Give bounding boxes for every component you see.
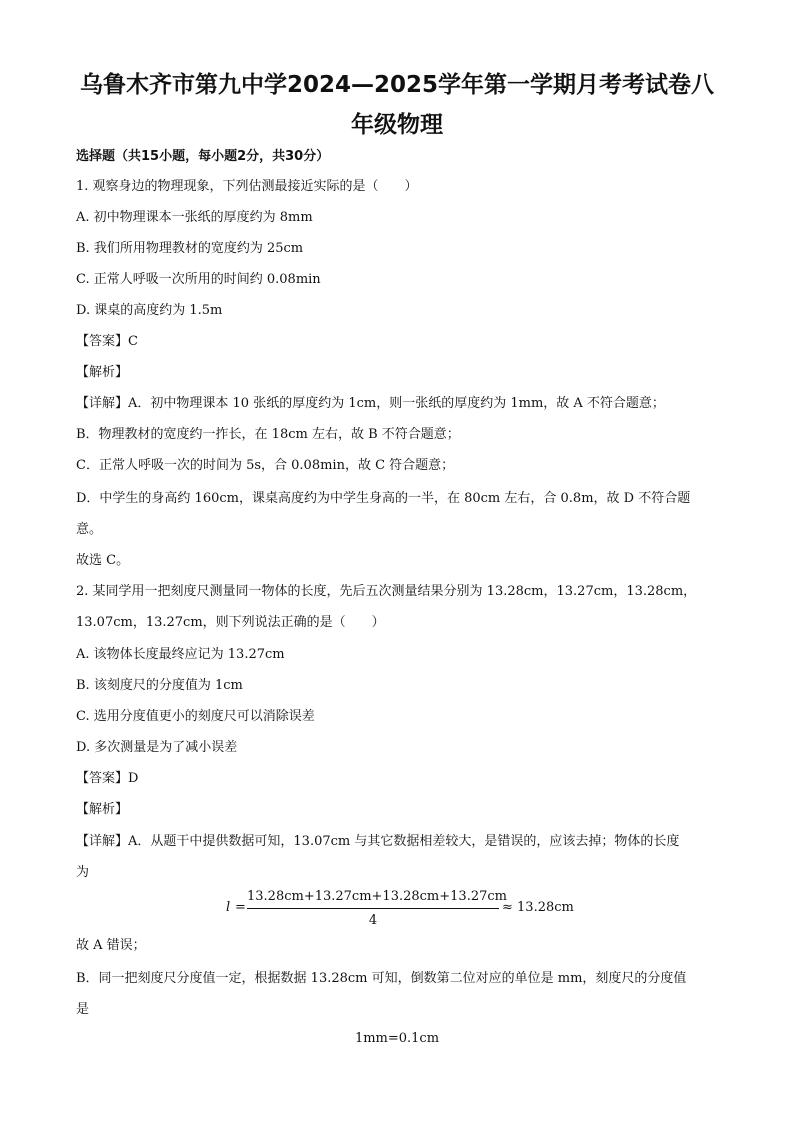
q2-option-d: D. 多次测量是为了减小误差	[76, 740, 238, 755]
q2-analysis-label: 【解析】	[76, 802, 129, 817]
formula-lhs: l	[226, 900, 231, 915]
q1-detail-d-cont: 意。	[76, 522, 103, 537]
q2-stem-line-2: 13.07cm，13.27cm，则下列说法正确的是（ ）	[76, 615, 385, 630]
q1-answer-value: C	[128, 334, 138, 349]
q2-stem-line-1: 2. 某同学用一把刻度尺测量同一物体的长度，先后五次测量结果分别为 13.28cm，13.27cm，13.28cm，	[76, 584, 697, 599]
q2-option-c: C. 选用分度值更小的刻度尺可以消除误差	[76, 709, 315, 724]
q2-detail-a-cont: 为	[76, 865, 90, 880]
q2-option-a: A. 该物体长度最终应记为 13.27cm	[76, 647, 285, 662]
q2-detail-label: 【详解】	[76, 834, 129, 849]
q2-a-conclusion: 故 A 错误；	[76, 938, 146, 953]
q1-option-c: C. 正常人呼吸一次所用的时间约 0.08min	[76, 272, 321, 287]
q1-stem: 1. 观察身边的物理现象，下列估测最接近实际的是（ ）	[76, 179, 418, 194]
q2-option-b: B. 该刻度尺的分度值为 1cm	[76, 678, 243, 693]
q1-answer-label: 【答案】	[76, 334, 129, 349]
q2-detail-b-cont: 是	[76, 1002, 90, 1017]
page-title-line-1: 乌鲁木齐市第九中学2024—2025学年第一学期月考考试卷八	[79, 72, 715, 98]
q1-option-a: A. 初中物理课本一张纸的厚度约为 8mm	[76, 210, 313, 225]
q1-detail-c: C．正常人呼吸一次的时间为 5s，合 0.08min，故 C 符合题意；	[76, 458, 455, 473]
q2-detail-b: B．同一把刻度尺分度值一定，根据数据 13.28cm 可知，倒数第二位对应的单位是 mm，刻度尺的分度值	[76, 971, 687, 986]
formula-denominator: 4	[368, 913, 378, 928]
q1-detail-b: B．物理教材的宽度约一拃长，在 18cm 左右，故 B 不符合题意；	[76, 427, 460, 442]
q2-b-formula: 1mm=0.1cm	[354, 1031, 440, 1046]
formula-equals: =	[235, 900, 246, 915]
q2-answer-value: D	[128, 771, 139, 786]
q1-detail-label: 【详解】	[76, 396, 129, 411]
formula-fraction	[247, 888, 507, 930]
q1-detail-d: D．中学生的身高约 160cm，课桌高度约为中学生身高的一半，在 80cm 左右，合 0.8m，故 D 不符合题	[76, 491, 691, 506]
formula-numerator: 13.28cm+13.27cm+13.28cm+13.27cm	[247, 889, 507, 904]
q1-analysis-label: 【解析】	[76, 365, 129, 380]
q2-answer-label: 【答案】	[76, 771, 129, 786]
q1-detail-a-text: A．初中物理课本 10 张纸的厚度约为 1cm，则一张纸的厚度约为 1mm，故 A 不符合题意；	[128, 396, 665, 411]
q1-answer	[76, 333, 138, 351]
section-heading: 选择题（共15小题，每小题2分，共30分）	[76, 149, 330, 164]
q1-conclusion: 故选 C。	[76, 553, 130, 568]
page-title-line-2: 年级物理	[351, 112, 443, 138]
fraction-bar	[247, 908, 499, 909]
q2-answer	[76, 770, 138, 788]
q1-detail-a	[76, 395, 665, 413]
q1-option-b: B. 我们所用物理教材的宽度约为 25cm	[76, 241, 304, 256]
q2-detail-a-text: A．从题干中提供数据可知，13.07cm 与其它数据相差较大，是错误的，应该去掉；物体的长度	[128, 834, 680, 849]
formula-rhs: ≈ 13.28cm	[502, 900, 574, 915]
q1-option-d: D. 课桌的高度约为 1.5m	[76, 303, 223, 318]
q2-detail-a	[76, 833, 679, 851]
